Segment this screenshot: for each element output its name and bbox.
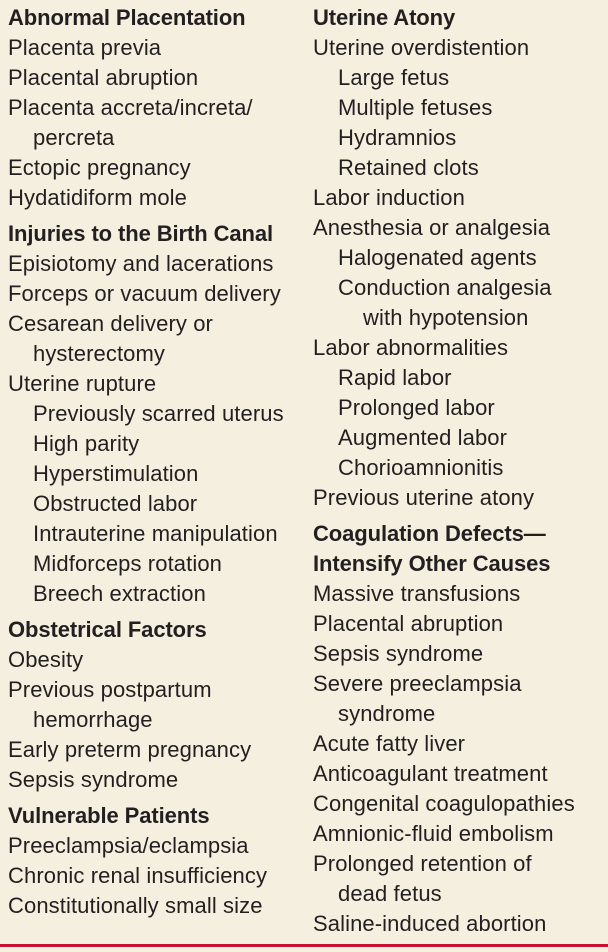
- list-item: Severe preeclampsia: [313, 671, 522, 696]
- section-heading: Abnormal Placentation: [8, 5, 246, 30]
- list-subitem: percreta: [33, 125, 115, 150]
- item-list: [8, 645, 304, 795]
- list-item: Placental abruption: [8, 65, 199, 90]
- list-item: Labor induction: [313, 185, 465, 210]
- list-item: Anticoagulant treatment: [313, 761, 548, 786]
- list-item: Sepsis syndrome: [313, 641, 484, 666]
- list-subitem: Previously scarred uterus: [33, 401, 284, 426]
- list-subitem: syndrome: [338, 701, 436, 726]
- list-item: Placental abruption: [313, 611, 504, 636]
- section-injuries-to-the-birth-canal: [8, 219, 304, 609]
- list-item: Prolonged retention of: [313, 851, 532, 876]
- list-subitem: Augmented labor: [338, 425, 508, 450]
- item-list: [8, 33, 304, 213]
- list-item: Hydatidiform mole: [8, 185, 187, 210]
- list-item: Massive transfusions: [313, 581, 521, 606]
- right-column: [313, 3, 603, 939]
- item-list: [313, 579, 603, 939]
- list-item: Saline-induced abortion: [313, 911, 547, 936]
- section-obstetrical-factors: [8, 615, 304, 795]
- section-uterine-atony: [313, 3, 603, 513]
- list-subitem: dead fetus: [338, 881, 442, 906]
- list-item: Acute fatty liver: [313, 731, 466, 756]
- section-heading: Coagulation Defects—: [313, 521, 546, 546]
- left-column: [8, 3, 304, 921]
- list-item: Early preterm pregnancy: [8, 737, 252, 762]
- section-coagulation-defects-intensify-other-causes: [313, 519, 603, 939]
- list-item: Preeclampsia/eclampsia: [8, 833, 249, 858]
- list-subitem: High parity: [33, 431, 140, 456]
- list-subitem: Prolonged labor: [338, 395, 495, 420]
- item-list: [8, 831, 304, 921]
- section-vulnerable-patients: [8, 801, 304, 921]
- item-list: [8, 249, 304, 609]
- list-item: Obesity: [8, 647, 84, 672]
- list-item: Chronic renal insufficiency: [8, 863, 268, 888]
- section-heading: Vulnerable Patients: [8, 803, 210, 828]
- list-item: Placenta previa: [8, 35, 162, 60]
- list-subitem: Midforceps rotation: [33, 551, 222, 576]
- list-item: Forceps or vacuum delivery: [8, 281, 281, 306]
- list-item: Sepsis syndrome: [8, 767, 179, 792]
- list-subitem: hemorrhage: [33, 707, 153, 732]
- section-heading: Injuries to the Birth Canal: [8, 221, 273, 246]
- list-subitem: Chorioamnionitis: [338, 455, 504, 480]
- list-subitem: Obstructed labor: [33, 491, 198, 516]
- section-heading: Intensify Other Causes: [313, 551, 551, 576]
- list-item: Ectopic pregnancy: [8, 155, 191, 180]
- list-subitem: Multiple fetuses: [338, 95, 493, 120]
- list-subitem: Hydramnios: [338, 125, 457, 150]
- list-item: Amnionic-fluid embolism: [313, 821, 554, 846]
- list-subitem: Conduction analgesia: [338, 275, 552, 300]
- list-subitem: Retained clots: [338, 155, 479, 180]
- list-item: Labor abnormalities: [313, 335, 509, 360]
- list-item: Episiotomy and lacerations: [8, 251, 274, 276]
- list-item: Uterine overdistention: [313, 35, 530, 60]
- item-list: [313, 33, 603, 513]
- list-item: Congenital coagulopathies: [313, 791, 575, 816]
- list-subitem: Breech extraction: [33, 581, 206, 606]
- section-heading: Uterine Atony: [313, 5, 456, 30]
- list-item: Cesarean delivery or: [8, 311, 213, 336]
- list-subitem: hysterectomy: [33, 341, 166, 366]
- list-item: Previous uterine atony: [313, 485, 535, 510]
- list-item: Uterine rupture: [8, 371, 157, 396]
- list-subitem: Hyperstimulation: [33, 461, 199, 486]
- list-subitem: with hypotension: [363, 305, 529, 330]
- list-item: Constitutionally small size: [8, 893, 263, 918]
- list-item: Placenta accreta/increta/: [8, 95, 253, 120]
- list-subitem: Rapid labor: [338, 365, 452, 390]
- list-subitem: Halogenated agents: [338, 245, 537, 270]
- list-subitem: Intrauterine manipulation: [33, 521, 278, 546]
- list-subitem: Large fetus: [338, 65, 450, 90]
- bottom-rule: [0, 944, 608, 947]
- list-item: Anesthesia or analgesia: [313, 215, 551, 240]
- section-heading: Obstetrical Factors: [8, 617, 207, 642]
- section-abnormal-placentation: [8, 3, 304, 213]
- list-item: Previous postpartum: [8, 677, 212, 702]
